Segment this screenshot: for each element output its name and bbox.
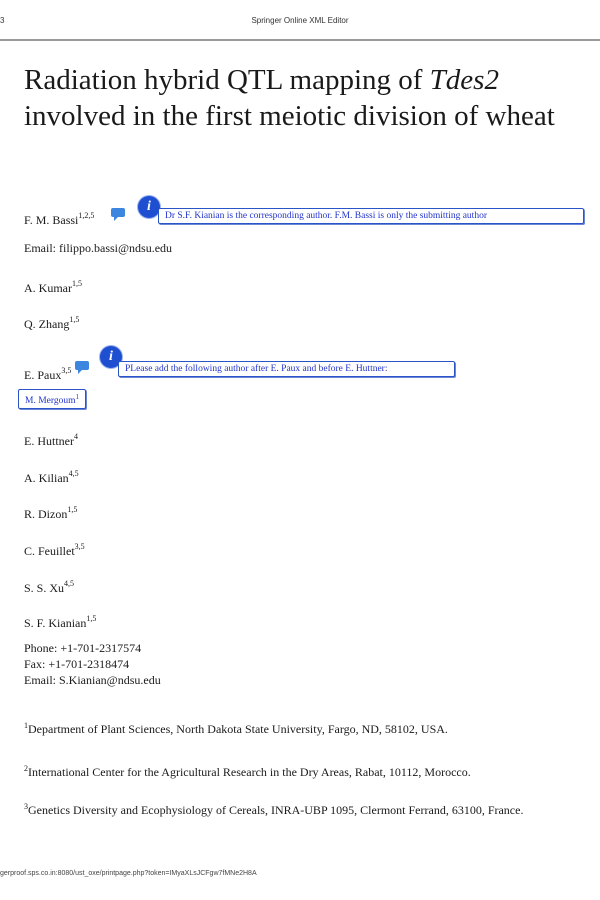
author-kilian: [24, 467, 79, 486]
author-affiliation-marks: 3,5: [61, 366, 72, 375]
author-name: Q. Zhang: [24, 317, 70, 331]
author-xu: [24, 577, 74, 596]
author-kumar: [24, 277, 82, 296]
author-zhang: [24, 313, 79, 332]
author-feuillet: [24, 540, 85, 559]
author-bassi: [24, 209, 94, 228]
article-title: [24, 62, 584, 134]
author-dizon: [24, 503, 77, 522]
author-affiliation-marks: 1,5: [72, 279, 82, 288]
footer-url: gerproof.sps.co.in:8080/ust_oxe/printpage.php?token=IMyaXLsJCFgw7fMNe2H8A: [0, 870, 257, 877]
author-name: E. Huttner: [24, 434, 74, 448]
title-gene-name: Tdes2: [429, 64, 499, 96]
affiliation-number: 3: [24, 802, 28, 811]
author-affiliation-marks: 4,5: [64, 579, 75, 588]
info-icon[interactable]: i: [138, 196, 160, 218]
header-rule: [0, 39, 600, 41]
author-affiliation-marks: 1,5: [69, 315, 80, 324]
kianian-contact: [24, 640, 161, 688]
annotation-note-add-author[interactable]: PLease add the following author after E. Paux and before E. Huttner:: [118, 361, 455, 377]
author-name: S. S. Xu: [24, 581, 65, 595]
phone: Phone: +1-701-2317574: [24, 641, 142, 655]
email: Email: S.Kianian@ndsu.edu: [24, 673, 161, 687]
author-huttner: [24, 430, 78, 449]
bassi-email: Email: filippo.bassi@ndsu.edu: [24, 241, 173, 255]
author-affiliation-marks: 1,5: [86, 614, 97, 623]
added-author-affiliation-mark: 1: [75, 393, 79, 401]
annotation-note-add-author-name[interactable]: [18, 389, 86, 409]
annotation-note-corresponding-author[interactable]: Dr S.F. Kianian is the corresponding author. F.M. Bassi is only the submitting author: [158, 208, 584, 224]
author-name: A. Kilian: [24, 471, 69, 485]
author-affiliation-marks: 3,5: [74, 542, 85, 551]
author-name: S. F. Kianian: [24, 616, 87, 630]
affiliation-number: 2: [24, 764, 28, 773]
comment-icon[interactable]: [111, 208, 125, 217]
author-name: F. M. Bassi: [24, 213, 79, 227]
affiliation-text: Department of Plant Sciences, North Dakota State University, Fargo, ND, 58102, USA.: [28, 722, 448, 736]
author-name: A. Kumar: [24, 281, 72, 295]
header-title: Springer Online XML Editor: [251, 16, 349, 25]
fax: Fax: +1-701-2318474: [24, 657, 130, 671]
author-name: R. Dizon: [24, 507, 68, 521]
author-affiliation-marks: 4: [74, 432, 78, 441]
author-affiliation-marks: 4,5: [68, 469, 79, 478]
affiliation-number: 1: [24, 721, 28, 730]
author-kianian: [24, 612, 96, 631]
author-affiliation-marks: 1,5: [67, 505, 78, 514]
author-affiliation-marks: 1,2,5: [78, 211, 95, 220]
affiliation-2: [24, 758, 569, 783]
affiliation-text: Genetics Diversity and Ecophysiology of Cereals, INRA-UBP 1095, Clermont Ferrand, 63100, France.: [28, 803, 524, 817]
title-part-1: Radiation hybrid QTL mapping of: [24, 64, 430, 96]
title-part-2: involved in the first meiotic division of wheat: [24, 100, 555, 132]
affiliation-3: [24, 796, 569, 821]
author-name: E. Paux: [24, 368, 62, 382]
affiliation-text: International Center for the Agricultural Research in the Dry Areas, Rabat, 10112, Morocco.: [28, 765, 471, 779]
info-icon[interactable]: i: [100, 346, 122, 368]
header-page-number: 3: [0, 16, 5, 25]
comment-icon[interactable]: [75, 361, 89, 370]
added-author-name: M. Mergoum: [25, 396, 76, 407]
author-name: C. Feuillet: [24, 544, 75, 558]
author-paux: [24, 364, 71, 383]
affiliation-1: [24, 715, 569, 740]
